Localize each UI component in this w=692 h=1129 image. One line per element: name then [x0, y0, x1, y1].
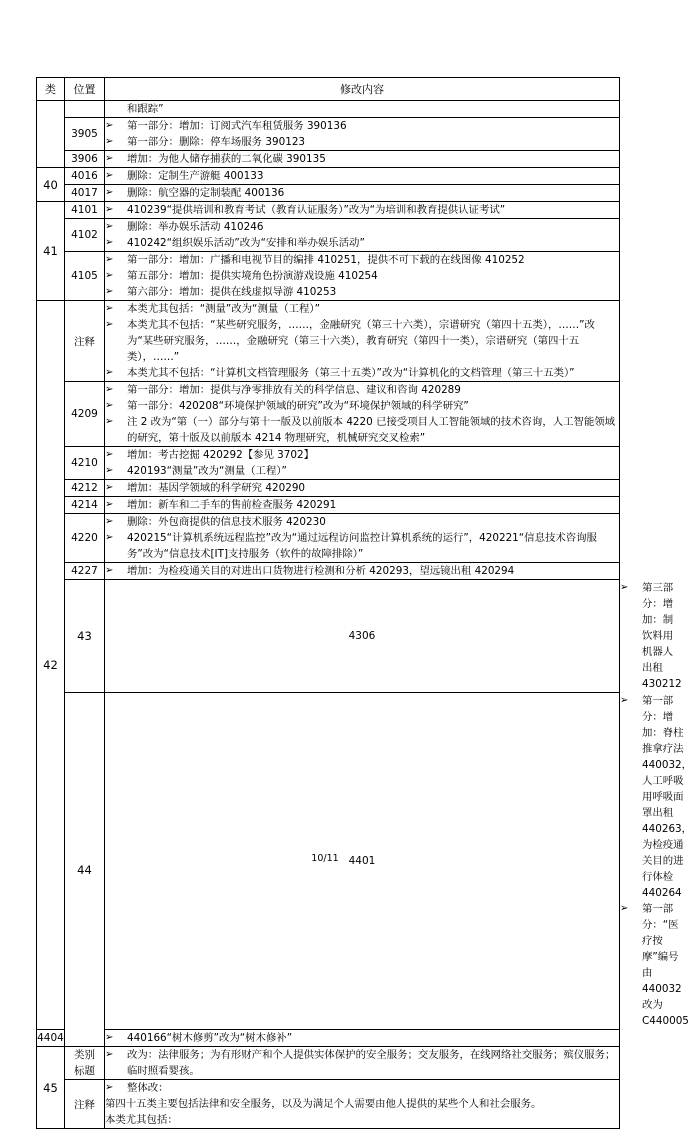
position-cell: 4227 — [65, 563, 105, 580]
content-cell — [105, 1047, 620, 1080]
item-text: 增加：新车和二手车的售前检查服务 420291 — [127, 499, 337, 511]
class-cell: 45 — [37, 1047, 65, 1129]
arrow-bullet-icon: ➢ — [105, 416, 114, 427]
position-cell: 4105 — [65, 252, 105, 301]
table-row — [37, 202, 620, 219]
list-item — [105, 514, 619, 530]
content-cell — [105, 118, 620, 151]
table-row — [37, 219, 620, 252]
list-item — [105, 447, 619, 463]
arrow-bullet-icon: ➢ — [105, 204, 114, 215]
list-item — [105, 463, 619, 479]
list-item — [105, 1030, 619, 1046]
position-cell: 注释 — [65, 1080, 105, 1129]
table-row — [37, 118, 620, 151]
header-position: 位置 — [65, 78, 105, 101]
item-text: 改为：法律服务；为有形财产和个人提供实体保护的安全服务；交友服务，在线网络社交服务；殡仪服务；临时照看婴孩。 — [127, 1049, 616, 1077]
content-cell — [105, 382, 620, 447]
item-text: 440166“树木修剪”改为“树木修补” — [127, 1032, 293, 1044]
list-item — [105, 185, 619, 201]
header-content: 修改内容 — [105, 78, 620, 101]
list-item — [105, 317, 619, 365]
arrow-bullet-icon: ➢ — [105, 136, 114, 147]
item-text: 删除：定制生产游艇 400133 — [127, 170, 264, 182]
list-item — [105, 202, 619, 218]
list-item — [105, 284, 619, 300]
item-text: 删除：外包商提供的信息技术服务 420230 — [127, 516, 326, 528]
position-cell: 4017 — [65, 185, 105, 202]
modification-table — [36, 77, 692, 1129]
class-cell: 42 — [37, 301, 65, 1030]
position-cell: 4209 — [65, 382, 105, 447]
item-text: 注 2 改为“第（一）部分与第十一版及以前版本 4220 已接受项目人工智能领域的技术咨询，人工智能领域的研究，第十版及以前版本 4214 物理研究，机械研究交叉检索” — [127, 416, 616, 444]
arrow-bullet-icon: ➢ — [105, 516, 114, 527]
arrow-bullet-icon: ➢ — [620, 582, 629, 593]
class-cell: 43 — [65, 580, 105, 693]
item-text: 第一部分：增加：广播和电视节目的编排 410251，提供不可下载的在线图像 410252 — [127, 254, 525, 266]
position-cell: 4220 — [65, 514, 105, 563]
content-cell — [105, 101, 620, 118]
table-row — [37, 301, 620, 382]
item-text: 第五部分：增加：提供实境角色扮演游戏设施 410254 — [127, 270, 378, 282]
list-item — [105, 382, 619, 398]
table-row — [37, 1047, 620, 1080]
table-row — [37, 480, 620, 497]
item-text: 第一部分：增加：脊柱推拿疗法 440032，人工呼吸用呼吸面罩出租 440263，为检疫通关目的进行体检 440264 — [642, 695, 692, 899]
item-text: 第一部分：增加：提供与净零排放有关的科学信息、建议和咨询 420289 — [127, 384, 461, 396]
item-text: 第一部分：增加：订阅式汽车租赁服务 390136 — [127, 120, 347, 132]
content-cell — [105, 447, 620, 480]
arrow-bullet-icon: ➢ — [105, 384, 114, 395]
position-cell: 注释 — [65, 301, 105, 382]
arrow-bullet-icon: ➢ — [105, 319, 114, 330]
position-cell: 类别 标题 — [65, 1047, 105, 1080]
table-row — [37, 252, 620, 301]
plain-text: 本类尤其包括： — [105, 1114, 178, 1126]
position-cell: 4306 — [105, 580, 620, 693]
item-text: 本类尤其不包括：“计算机文档管理服务（第三十五类）”改为“计算机化的文档管理（第三十五类）” — [127, 367, 575, 379]
arrow-bullet-icon: ➢ — [105, 449, 114, 460]
item-text: 410239“提供培训和教育考试（教育认证服务）”改为“为培训和教育提供认证考试” — [127, 204, 506, 216]
class-cell: 41 — [37, 202, 65, 301]
position-cell: 4401 — [105, 693, 620, 1030]
arrow-bullet-icon: ➢ — [620, 695, 629, 706]
position-cell: 3906 — [65, 151, 105, 168]
arrow-bullet-icon: ➢ — [105, 482, 114, 493]
list-item — [105, 235, 619, 251]
content-cell — [105, 151, 620, 168]
list-item — [105, 151, 619, 167]
item-text: 本类尤其包括：“测量”改为“测量（工程）” — [127, 303, 320, 315]
table-row — [37, 1080, 620, 1129]
class-cell: 40 — [37, 168, 65, 202]
content-cell — [105, 252, 620, 301]
arrow-bullet-icon: ➢ — [105, 1049, 114, 1060]
table-header-row — [37, 78, 620, 101]
position-cell: 4102 — [65, 219, 105, 252]
table-row — [37, 168, 620, 185]
arrow-bullet-icon: ➢ — [105, 270, 114, 281]
item-text: 本类尤其不包括：“某些研究服务，……，金融研究（第三十六类），宗谱研究（第四十五类），……”改为“某些研究服务，……，金融研究（第三十六类），教育研究（第四十一类），宗谱研究（第四十五类），……” — [127, 319, 595, 363]
position-cell: 4214 — [65, 497, 105, 514]
content-cell — [105, 1080, 620, 1129]
arrow-bullet-icon: ➢ — [105, 170, 114, 181]
arrow-bullet-icon: ➢ — [105, 187, 114, 198]
list-item — [105, 530, 619, 562]
arrow-bullet-icon: ➢ — [105, 400, 114, 411]
list-item — [105, 414, 619, 446]
item-text: 删除：航空器的定制装配 400136 — [127, 187, 285, 199]
header-class: 类 — [37, 78, 65, 101]
plain-text: 和跟踪” — [127, 103, 164, 115]
list-item — [105, 365, 619, 381]
arrow-bullet-icon: ➢ — [105, 465, 114, 476]
list-item — [105, 1047, 619, 1079]
item-text: 第一部分：“医疗按摩”编号由 440032 改为 C440005 — [642, 903, 689, 1027]
arrow-bullet-icon: ➢ — [105, 221, 114, 232]
list-item — [105, 1080, 619, 1096]
arrow-bullet-icon: ➢ — [105, 153, 114, 164]
item-text: 增加：为检疫通关目的对进出口货物进行检测和分析 420293，望远镜出租 420294 — [127, 565, 515, 577]
position-cell: 3905 — [65, 118, 105, 151]
list-item — [105, 268, 619, 284]
item-text: 增加：考古挖掘 420292【参见 3702】 — [127, 449, 315, 461]
content-cell — [105, 514, 620, 563]
table-row — [37, 1030, 620, 1047]
item-text: 410242“组织娱乐活动”改为“安排和举办娱乐活动” — [127, 237, 365, 249]
item-text: 增加：为他人储存捕获的二氧化碳 390135 — [127, 153, 326, 165]
table-row — [37, 101, 620, 118]
content-cell — [105, 202, 620, 219]
class-cell — [37, 101, 65, 168]
content-cell — [105, 301, 620, 382]
item-text: 第三部分：增加：制饮料用机器人出租 430212 — [642, 582, 682, 690]
position-cell: 4212 — [65, 480, 105, 497]
page-number: 10/11 — [311, 853, 339, 864]
content-cell — [105, 185, 620, 202]
content-cell — [105, 1030, 620, 1047]
table-row — [37, 382, 620, 447]
item-text: 删除：举办娱乐活动 410246 — [127, 221, 264, 233]
arrow-bullet-icon: ➢ — [105, 1082, 114, 1093]
arrow-bullet-icon: ➢ — [105, 286, 114, 297]
item-text: 420193“测量”改为“测量（工程）” — [127, 465, 287, 477]
class-cell: 44 — [65, 693, 105, 1047]
position-cell — [65, 101, 105, 118]
table-row — [37, 447, 620, 480]
content-cell — [105, 168, 620, 185]
arrow-bullet-icon: ➢ — [105, 499, 114, 510]
item-text: 第一部分：删除：停车场服务 390123 — [127, 136, 306, 148]
content-cell — [105, 480, 620, 497]
list-item — [105, 134, 619, 150]
list-item — [105, 118, 619, 134]
item-text: 第六部分：增加：提供在线虚拟导游 410253 — [127, 286, 337, 298]
arrow-bullet-icon: ➢ — [620, 903, 629, 914]
content-cell — [105, 563, 620, 580]
list-item — [105, 168, 619, 184]
arrow-bullet-icon: ➢ — [105, 367, 114, 378]
table-row — [37, 580, 620, 693]
list-item — [105, 497, 619, 513]
arrow-bullet-icon: ➢ — [105, 237, 114, 248]
table-row — [37, 497, 620, 514]
content-cell — [105, 219, 620, 252]
position-cell: 4210 — [65, 447, 105, 480]
content-cell — [105, 497, 620, 514]
arrow-bullet-icon: ➢ — [105, 532, 114, 543]
position-cell: 4404 — [37, 1030, 65, 1047]
arrow-bullet-icon: ➢ — [105, 254, 114, 265]
arrow-bullet-icon: ➢ — [105, 1032, 114, 1043]
table-row — [37, 151, 620, 168]
position-cell: 4101 — [65, 202, 105, 219]
position-cell: 4016 — [65, 168, 105, 185]
list-item — [105, 301, 619, 317]
arrow-bullet-icon: ➢ — [105, 303, 114, 314]
table-row — [37, 185, 620, 202]
item-text: 420215“计算机系统远程监控”改为“通过远程访问监控计算机系统的运行”，420221“信息技术咨询服务”改为“信息技术[IT]支持服务（软件的故障排除）” — [127, 532, 597, 560]
item-text: 增加：基因学领域的科学研究 420290 — [127, 482, 306, 494]
item-text: 整体改： — [127, 1082, 169, 1094]
list-item — [105, 480, 619, 496]
list-item — [105, 563, 619, 579]
table-row — [37, 514, 620, 563]
list-item — [105, 398, 619, 414]
list-item — [105, 219, 619, 235]
table-row — [37, 563, 620, 580]
item-text: 第一部分：420208“环境保护领域的研究”改为“环境保护领域的科学研究” — [127, 400, 469, 412]
arrow-bullet-icon: ➢ — [105, 120, 114, 131]
plain-text: 第四十五类主要包括法律和安全服务，以及为满足个人需要由他人提供的某些个人和社会服务。 — [105, 1098, 542, 1110]
arrow-bullet-icon: ➢ — [105, 565, 114, 576]
list-item — [105, 252, 619, 268]
